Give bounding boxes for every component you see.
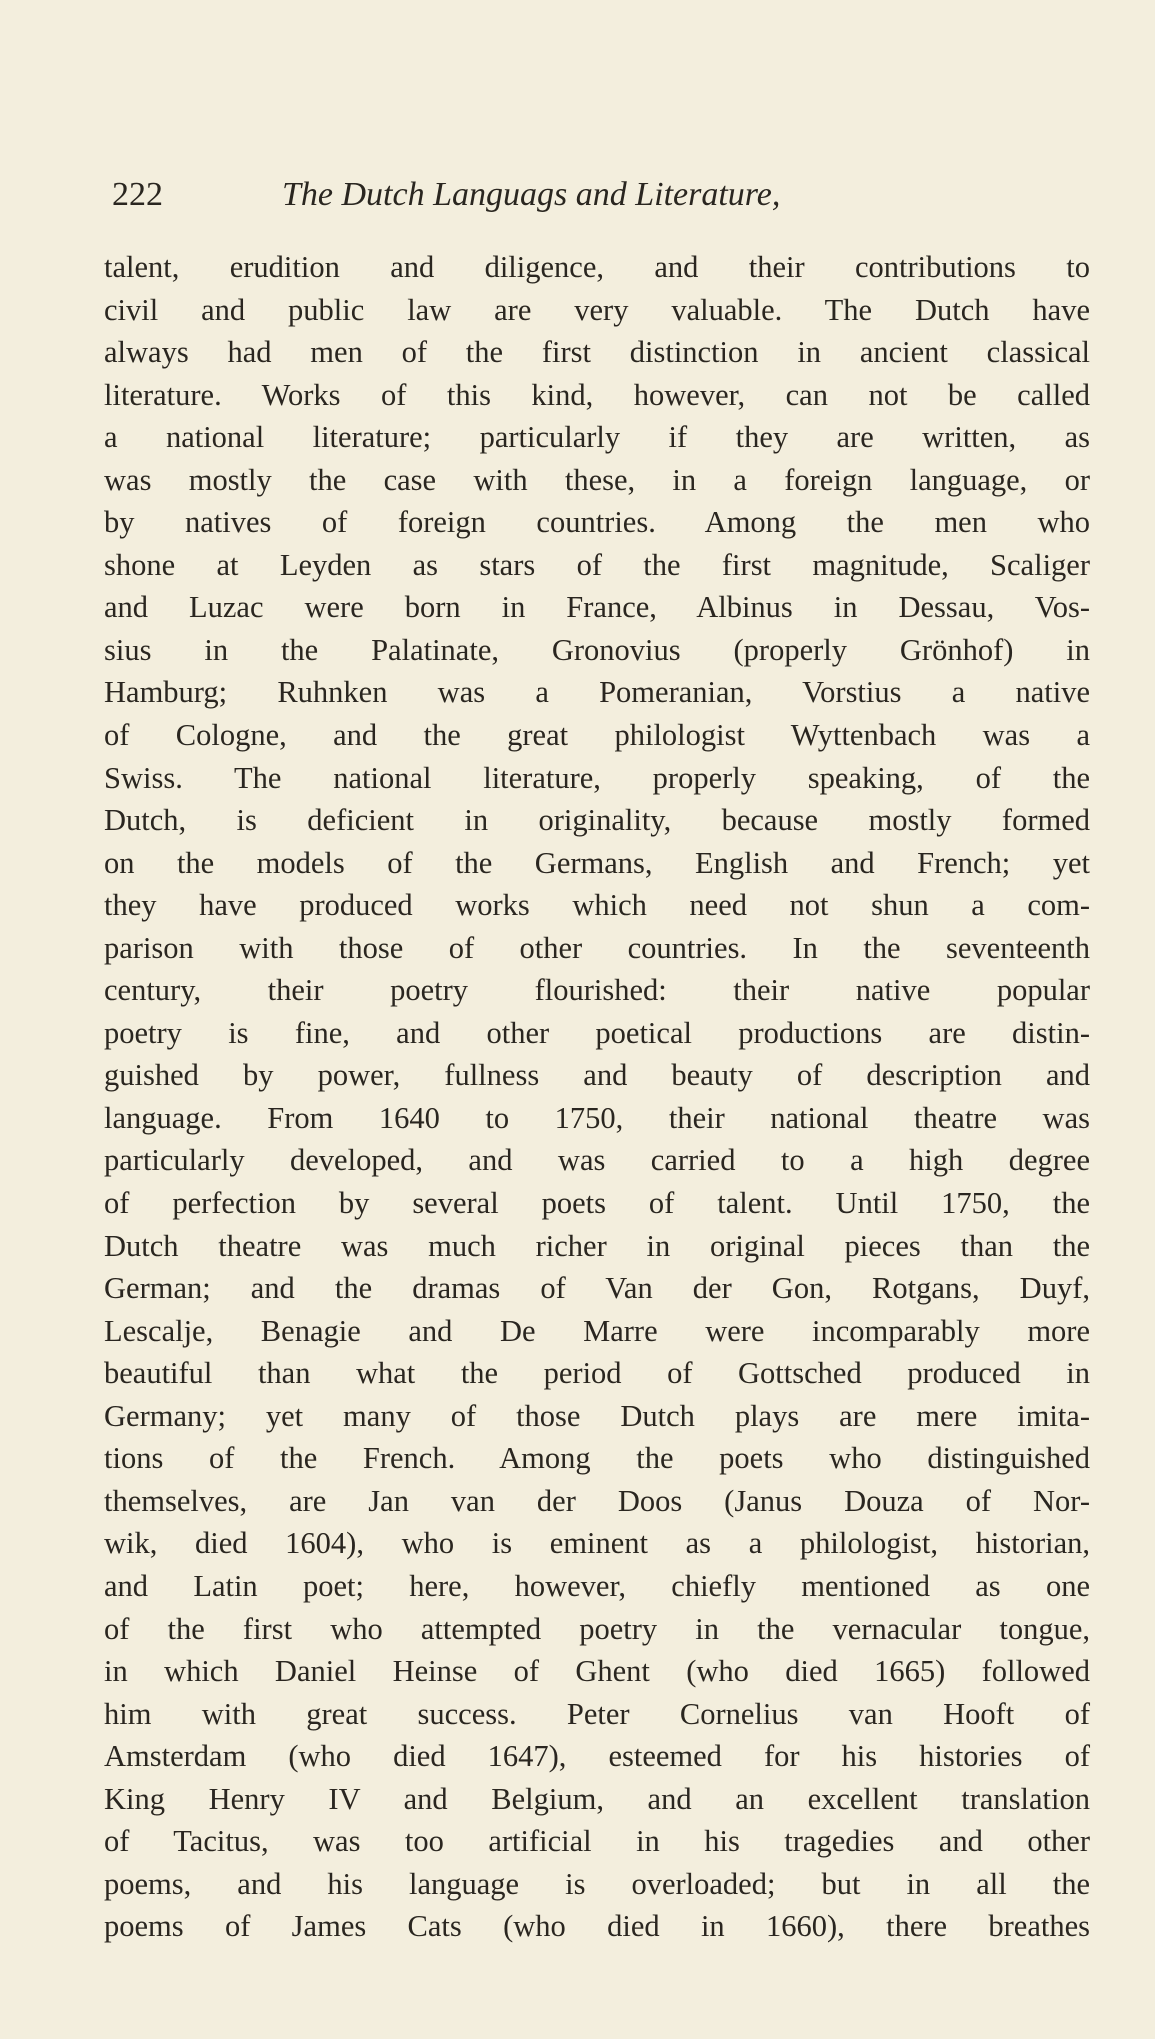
text-line: Dutch, is deficient in originality, because mostly formed [104, 803, 1090, 838]
text-line: shone at Leyden as stars of the first magnitude, Scaliger [104, 547, 1090, 582]
text-line: a national literature; particularly if they are written, as [104, 420, 1090, 455]
text-line: tions of the French. Among the poets who distinguished [104, 1441, 1090, 1476]
page-header [112, 170, 1042, 220]
text-line: Dutch theatre was much richer in original pieces than the [104, 1228, 1090, 1263]
text-line: Germany; yet many of those Dutch plays are mere imita- [104, 1398, 1090, 1433]
text-line: Amsterdam (who died 1647), esteemed for his histories of [104, 1739, 1090, 1774]
text-line: they have produced works which need not shun a com- [104, 888, 1090, 923]
text-line: wik, died 1604), who is eminent as a philologist, historian, [104, 1526, 1090, 1561]
text-line: and Luzac were born in France, Albinus in Dessau, Vos- [104, 590, 1090, 625]
text-line: talent, erudition and diligence, and their contributions to [104, 250, 1090, 284]
text-line: of the first who attempted poetry in the vernacular tongue, [104, 1611, 1090, 1646]
text-line: was mostly the case with these, in a foreign language, or [104, 462, 1090, 497]
text-line: Lescalje, Benagie and De Marre were incomparably more [104, 1313, 1090, 1348]
text-line: guished by power, fullness and beauty of description and [104, 1058, 1090, 1093]
text-line: poems of James Cats (who died in 1660), there breathes [104, 1909, 1090, 1944]
text-line: century, their poetry flourished: their native popular [104, 973, 1090, 1008]
text-line: parison with those of other countries. In the seventeenth [104, 930, 1090, 965]
text-line: always had men of the first distinction in ancient classical [104, 335, 1090, 370]
body-text [104, 246, 1090, 1948]
page-number: 222 [112, 176, 163, 213]
text-line: by natives of foreign countries. Among the men who [104, 505, 1090, 540]
text-line: particularly developed, and was carried to a high degree [104, 1143, 1090, 1178]
text-line: language. From 1640 to 1750, their national theatre was [104, 1100, 1090, 1135]
text-line: beautiful than what the period of Gottsched produced in [104, 1356, 1090, 1391]
text-line: of Tacitus, was too artificial in his tragedies and other [104, 1824, 1090, 1859]
running-title: The Dutch Languags and Literature, [282, 176, 781, 213]
text-line: literature. Works of this kind, however, can not be called [104, 377, 1090, 412]
text-line: themselves, are Jan van der Doos (Janus Douza of Nor- [104, 1483, 1090, 1518]
text-line: poems, and his language is overloaded; but in all the [104, 1866, 1090, 1901]
text-line: of Cologne, and the great philologist Wyttenbach was a [104, 718, 1090, 753]
text-line: poetry is fine, and other poetical productions are distin- [104, 1015, 1090, 1050]
text-line: and Latin poet; here, however, chiefly mentioned as one [104, 1568, 1090, 1603]
text-line: of perfection by several poets of talent. Until 1750, the [104, 1186, 1090, 1221]
text-line: on the models of the Germans, English and French; yet [104, 845, 1090, 880]
text-line: Swiss. The national literature, properly speaking, of the [104, 760, 1090, 795]
text-line: German; and the dramas of Van der Gon, Rotgans, Duyf, [104, 1271, 1090, 1306]
text-line: civil and public law are very valuable. The Dutch have [104, 292, 1090, 327]
text-line: Hamburg; Ruhnken was a Pomeranian, Vorstius a native [104, 675, 1090, 710]
text-line: in which Daniel Heinse of Ghent (who died 1665) followed [104, 1654, 1090, 1689]
text-line: King Henry IV and Belgium, and an excellent translation [104, 1781, 1090, 1816]
text-line: sius in the Palatinate, Gronovius (properly Grönhof) in [104, 632, 1090, 667]
text-line: him with great success. Peter Cornelius van Hooft of [104, 1696, 1090, 1731]
